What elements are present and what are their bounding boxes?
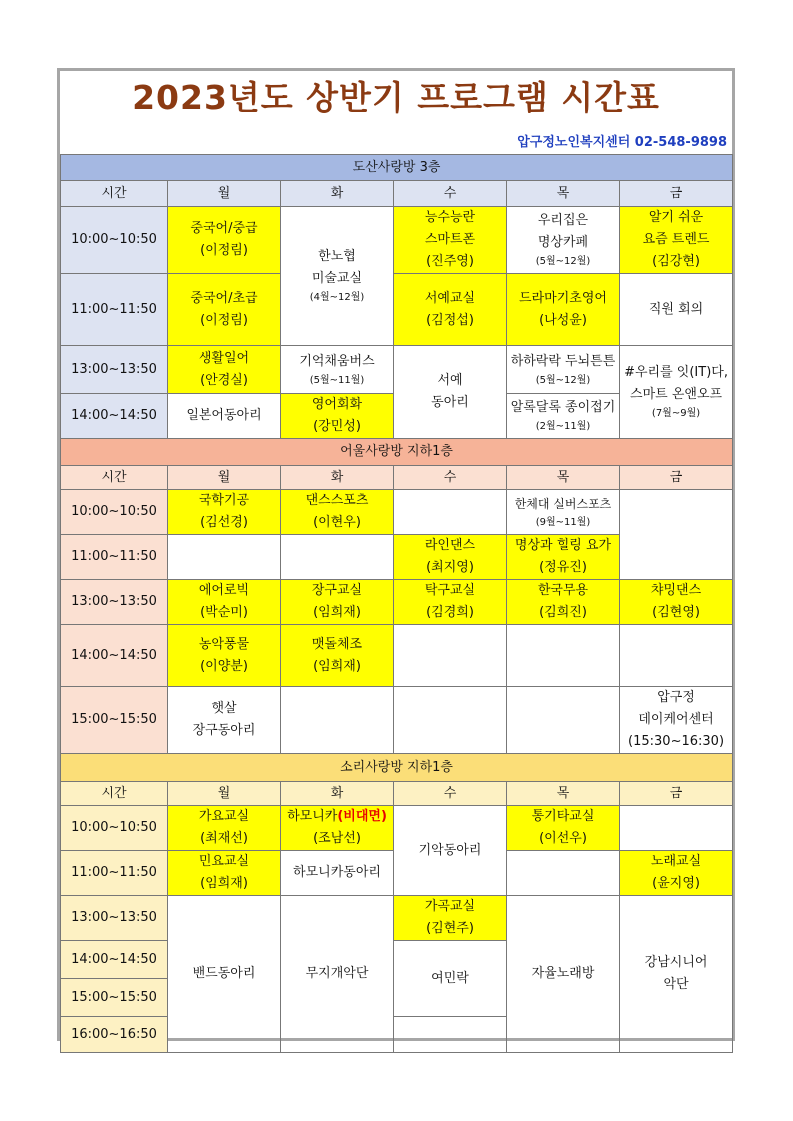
class-cell: #우리를 잇(IT)다, 스마트 온앤오프 (7월~9월) — [620, 346, 733, 439]
empty-cell — [620, 490, 733, 580]
class-cell: 무지개악단 — [281, 896, 394, 1053]
class-cell: 자율노래방 — [507, 896, 620, 1053]
col-header-time: 시간 — [61, 181, 168, 207]
page-title: 2023년도 상반기 프로그램 시간표 — [132, 78, 660, 117]
col-header-fri: 금 — [620, 782, 733, 806]
class-cell: 기악동아리 — [394, 806, 507, 896]
schedule-table — [60, 154, 733, 1053]
class-cell: 드라마기초영어 (나성윤) — [507, 274, 620, 346]
class-cell: 중국어/초급 (이정림) — [168, 274, 281, 346]
time-cell: 10:00~10:50 — [61, 490, 168, 535]
time-cell: 11:00~11:50 — [61, 274, 168, 346]
class-cell: 기억채움버스 (5월~11월) — [281, 346, 394, 394]
class-cell: 생활일어 (안경실) — [168, 346, 281, 394]
col-header-tue: 화 — [281, 782, 394, 806]
empty-cell — [394, 1017, 507, 1053]
time-cell: 14:00~14:50 — [61, 394, 168, 439]
class-cell: 한국무용 (김희진) — [507, 580, 620, 625]
class-cell: 노래교실 (윤지영) — [620, 851, 733, 896]
section-header-dosan: 도산사랑방 3층 — [61, 155, 733, 181]
class-cell: 서예 동아리 — [394, 346, 507, 439]
class-cell: 장구교실 (임희재) — [281, 580, 394, 625]
time-cell: 13:00~13:50 — [61, 580, 168, 625]
time-cell: 11:00~11:50 — [61, 851, 168, 896]
time-cell: 14:00~14:50 — [61, 941, 168, 979]
col-header-wed: 수 — [394, 782, 507, 806]
empty-cell — [507, 687, 620, 754]
class-cell: 능수능란 스마트폰 (진주영) — [394, 207, 507, 274]
time-cell: 16:00~16:50 — [61, 1017, 168, 1053]
organization-contact: 압구정노인복지센터 02-548-9898 — [517, 135, 727, 150]
time-cell: 11:00~11:50 — [61, 535, 168, 580]
time-cell: 15:00~15:50 — [61, 979, 168, 1017]
class-cell: 서예교실 (김정섭) — [394, 274, 507, 346]
class-cell: 알록달록 종이접기 (2월~11월) — [507, 394, 620, 439]
time-cell: 15:00~15:50 — [61, 687, 168, 754]
class-cell: 가곡교실 (김현주) — [394, 896, 507, 941]
col-header-mon: 월 — [168, 181, 281, 207]
col-header-fri: 금 — [620, 466, 733, 490]
class-cell: 하모니카동아리 — [281, 851, 394, 896]
class-cell: 한체대 실버스포츠 (9월~11월) — [507, 490, 620, 535]
col-header-tue: 화 — [281, 466, 394, 490]
col-header-time: 시간 — [61, 782, 168, 806]
empty-cell — [281, 535, 394, 580]
col-header-wed: 수 — [394, 466, 507, 490]
class-cell: 알기 쉬운 요즘 트렌드 (김강현) — [620, 207, 733, 274]
class-cell: 한노협 미술교실 (4월~12월) — [281, 207, 394, 346]
empty-cell — [394, 490, 507, 535]
class-cell: 라인댄스 (최지영) — [394, 535, 507, 580]
col-header-wed: 수 — [394, 181, 507, 207]
time-cell: 10:00~10:50 — [61, 806, 168, 851]
class-cell: 탁구교실 (김경희) — [394, 580, 507, 625]
class-cell: 에어로빅 (박순미) — [168, 580, 281, 625]
class-cell: 가요교실 (최재선) — [168, 806, 281, 851]
class-cell: 압구정 데이케어센터 (15:30~16:30) — [620, 687, 733, 754]
class-cell: 우리집은 명상카페 (5월~12월) — [507, 207, 620, 274]
class-cell: 통기타교실 (이선우) — [507, 806, 620, 851]
empty-cell — [620, 806, 733, 851]
class-cell: 밴드동아리 — [168, 896, 281, 1053]
time-cell: 13:00~13:50 — [61, 896, 168, 941]
empty-cell — [168, 535, 281, 580]
class-cell: 민요교실 (임희재) — [168, 851, 281, 896]
col-header-mon: 월 — [168, 466, 281, 490]
class-cell: 중국어/중급 (이정림) — [168, 207, 281, 274]
time-cell: 10:00~10:50 — [61, 207, 168, 274]
col-header-thu: 목 — [507, 782, 620, 806]
col-header-thu: 목 — [507, 466, 620, 490]
class-cell: 농악풍물 (이양분) — [168, 625, 281, 687]
col-header-tue: 화 — [281, 181, 394, 207]
class-cell: 국학기공 (김선경) — [168, 490, 281, 535]
empty-cell — [620, 625, 733, 687]
section-header-eoul: 어울사랑방 지하1층 — [61, 439, 733, 466]
col-header-time: 시간 — [61, 466, 168, 490]
class-cell: 일본어동아리 — [168, 394, 281, 439]
class-cell: 직원 회의 — [620, 274, 733, 346]
class-cell: 강남시니어 악단 — [620, 896, 733, 1053]
col-header-mon: 월 — [168, 782, 281, 806]
empty-cell — [281, 687, 394, 754]
time-cell: 13:00~13:50 — [61, 346, 168, 394]
time-cell: 14:00~14:50 — [61, 625, 168, 687]
class-cell: 하모니카(비대면) (조남선) — [281, 806, 394, 851]
empty-cell — [507, 851, 620, 896]
col-header-fri: 금 — [620, 181, 733, 207]
empty-cell — [394, 687, 507, 754]
class-cell: 맷돌체조 (임희재) — [281, 625, 394, 687]
class-cell: 댄스스포츠 (이현우) — [281, 490, 394, 535]
empty-cell — [507, 625, 620, 687]
class-cell: 햇살 장구동아리 — [168, 687, 281, 754]
col-header-thu: 목 — [507, 181, 620, 207]
class-cell: 챠밍댄스 (김현영) — [620, 580, 733, 625]
class-cell: 영어회화 (강민성) — [281, 394, 394, 439]
empty-cell — [394, 625, 507, 687]
class-cell: 하하락락 두뇌튼튼 (5월~12월) — [507, 346, 620, 394]
class-cell: 명상과 힐링 요가 (정유진) — [507, 535, 620, 580]
section-header-sori: 소리사랑방 지하1층 — [61, 754, 733, 782]
class-cell: 여민락 — [394, 941, 507, 1017]
